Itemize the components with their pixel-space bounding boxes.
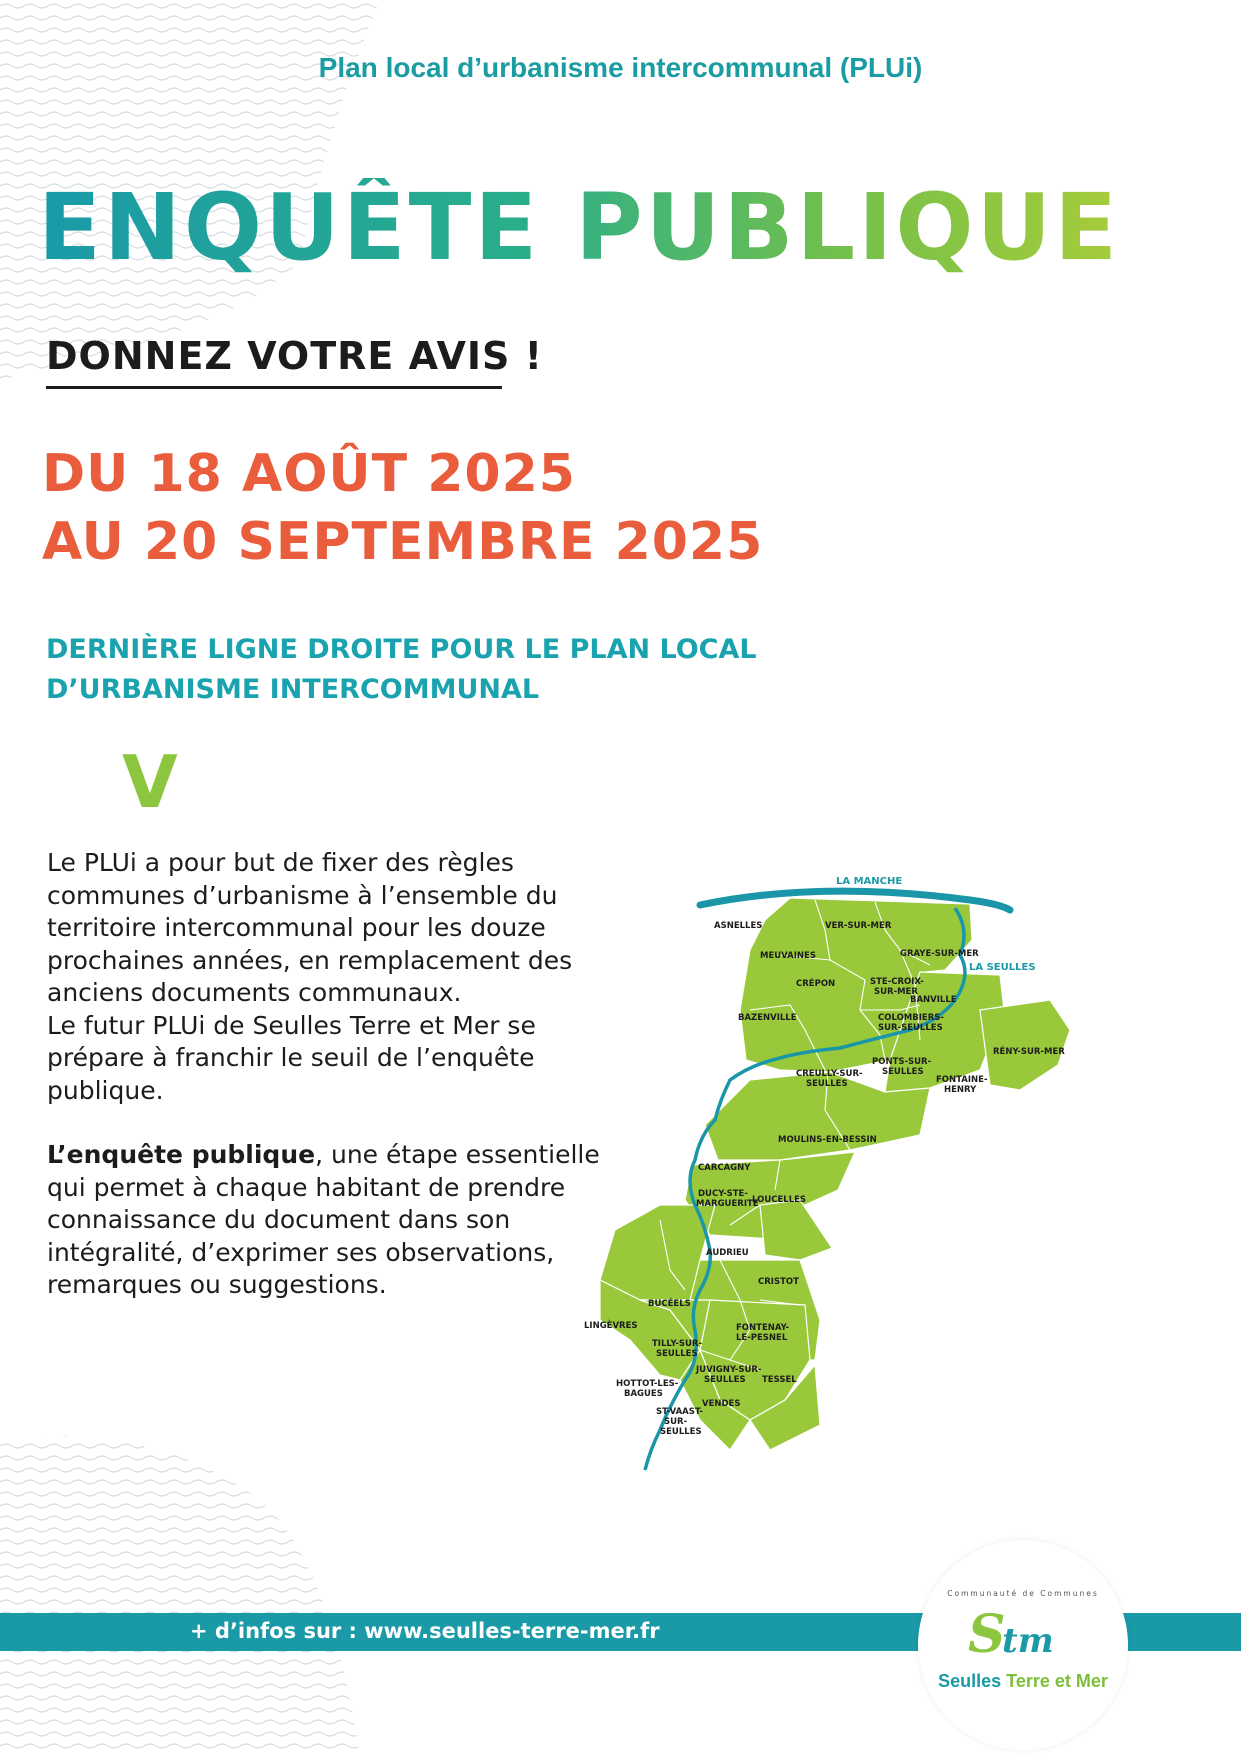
commune-label: SEULLES [660,1427,702,1437]
text-line: , une étape essentielle [315,1140,600,1169]
territory-map [584,860,1180,1520]
logo-name-part: Terre et Mer [1006,1671,1108,1691]
text-line: communes d’urbanisme à l’ensemble du [47,880,558,910]
date-end: AU 20 SEPTEMBRE 2025 [42,512,764,572]
text-line: anciens documents communaux. [47,978,462,1007]
commune-label: JUVIGNY-SUR- [696,1365,762,1375]
commune-label: SEULLES [806,1079,848,1089]
date-start: DU 18 AOÛT 2025 [42,444,576,504]
commune-label: CREULLY-SUR- [796,1069,863,1079]
commune-label: BAGUES [624,1389,663,1399]
commune-label: TESSEL [762,1375,797,1385]
commune-label: FONTENAY- [736,1323,790,1333]
logo-letters-tm: tm [1002,1621,1054,1661]
commune-label: SUR- [664,1417,688,1427]
commune-label: AUDRIEU [706,1248,749,1258]
paragraph-inquiry [47,1139,667,1302]
commune-label: BAZENVILLE [738,1013,797,1023]
commune-label: HENRY [944,1085,977,1095]
commune-label: CARCAGNY [698,1163,751,1173]
commune-label: HOTTOT-LES- [616,1379,679,1389]
website-link[interactable]: + d’infos sur : www.seulles-terre-mer.fr [190,1619,660,1643]
commune-label: ST-VAAST- [656,1407,703,1417]
commune-label: VER-SUR-MER [825,921,892,931]
commune-label: CRÉPON [796,979,836,989]
sea-label: LA MANCHE [836,876,903,887]
stm-logo-icon [962,1598,1082,1668]
commune-label: LE-PESNEL [736,1333,788,1343]
headline-line-2: D’URBANISME INTERCOMMUNAL [46,674,540,705]
chevron-down-icon: V [122,740,178,824]
text-line: prépare à franchir le seuil de l’enquête [47,1043,535,1072]
commune-label: DUCY-STE- [698,1189,748,1199]
underline-divider [46,386,502,389]
text-line: connaissance du document dans son [47,1205,511,1234]
commune-label: STE-CROIX- [870,977,924,987]
commune-label: GRAYE-SUR-MER [900,949,979,959]
text-line: intégralité, d’exprimer ses observations, [47,1237,555,1267]
logo-tagline: Communauté de Communes [947,1589,1099,1598]
commune-label: VENDES [702,1399,741,1409]
commune-label: SEULLES [882,1067,924,1077]
commune-label: FONTAINE- [936,1075,988,1085]
commune-label: SUR-MER [874,987,918,997]
logo-name-part: Seulles [938,1671,1007,1691]
commune-label: PONTS-SUR- [872,1057,932,1067]
river-label: LA SEULLES [969,962,1036,973]
text-line: Le futur PLUi de Seulles Terre et Mer se [47,1010,536,1040]
commune-label: BUCÉELS [648,1299,691,1309]
commune-label: SEULLES [656,1349,698,1359]
commune-label: LOUCELLES [752,1195,807,1205]
text-line: Le PLUi a pour but de fixer des règles [47,848,514,877]
bold-term: L’enquête publique [47,1140,316,1169]
section-headline [46,630,757,710]
text-line: prochaines années, en remplacement des [47,945,573,975]
commune-label: TILLY-SUR- [652,1339,702,1349]
commune-label: SUR-SEULLES [878,1023,943,1033]
page-title: ENQUÊTE PUBLIQUE [38,174,1121,281]
commune-label: ASNELLES [714,921,763,931]
commune-label: SEULLES [704,1375,746,1385]
commune-label: BANVILLE [910,995,957,1005]
text-line: publique. [47,1075,164,1105]
logo-letter-s: S [968,1604,1006,1665]
commune-label: MEUVAINES [760,951,816,961]
text-line: remarques ou suggestions. [47,1270,387,1299]
commune-label: CRISTOT [758,1277,799,1287]
plui-subtitle: Plan local d’urbanisme intercommunal (PLUi) [318,52,923,83]
commune-label: MARGUERITE [696,1199,759,1209]
text-line: territoire intercommunal pour les douze [47,913,546,942]
headline-line-1: DERNIÈRE LIGNE DROITE POUR LE PLAN LOCAL [46,634,757,665]
body-text [47,847,667,1334]
text-line: qui permet à chaque habitant de prendre [47,1172,566,1202]
logo-name [935,1671,1111,1692]
commune-label: MOULINS-EN-BESSIN [778,1135,877,1145]
commune-label: LINGÈVRES [584,1321,638,1331]
paragraph-intro [47,847,667,1107]
commune-label: RÉNY-SUR-MER [993,1047,1065,1057]
commune-label: COLOMBIERS- [878,1013,944,1023]
inquiry-dates [42,440,763,576]
call-to-action-heading: DONNEZ VOTRE AVIS ! [46,334,543,378]
